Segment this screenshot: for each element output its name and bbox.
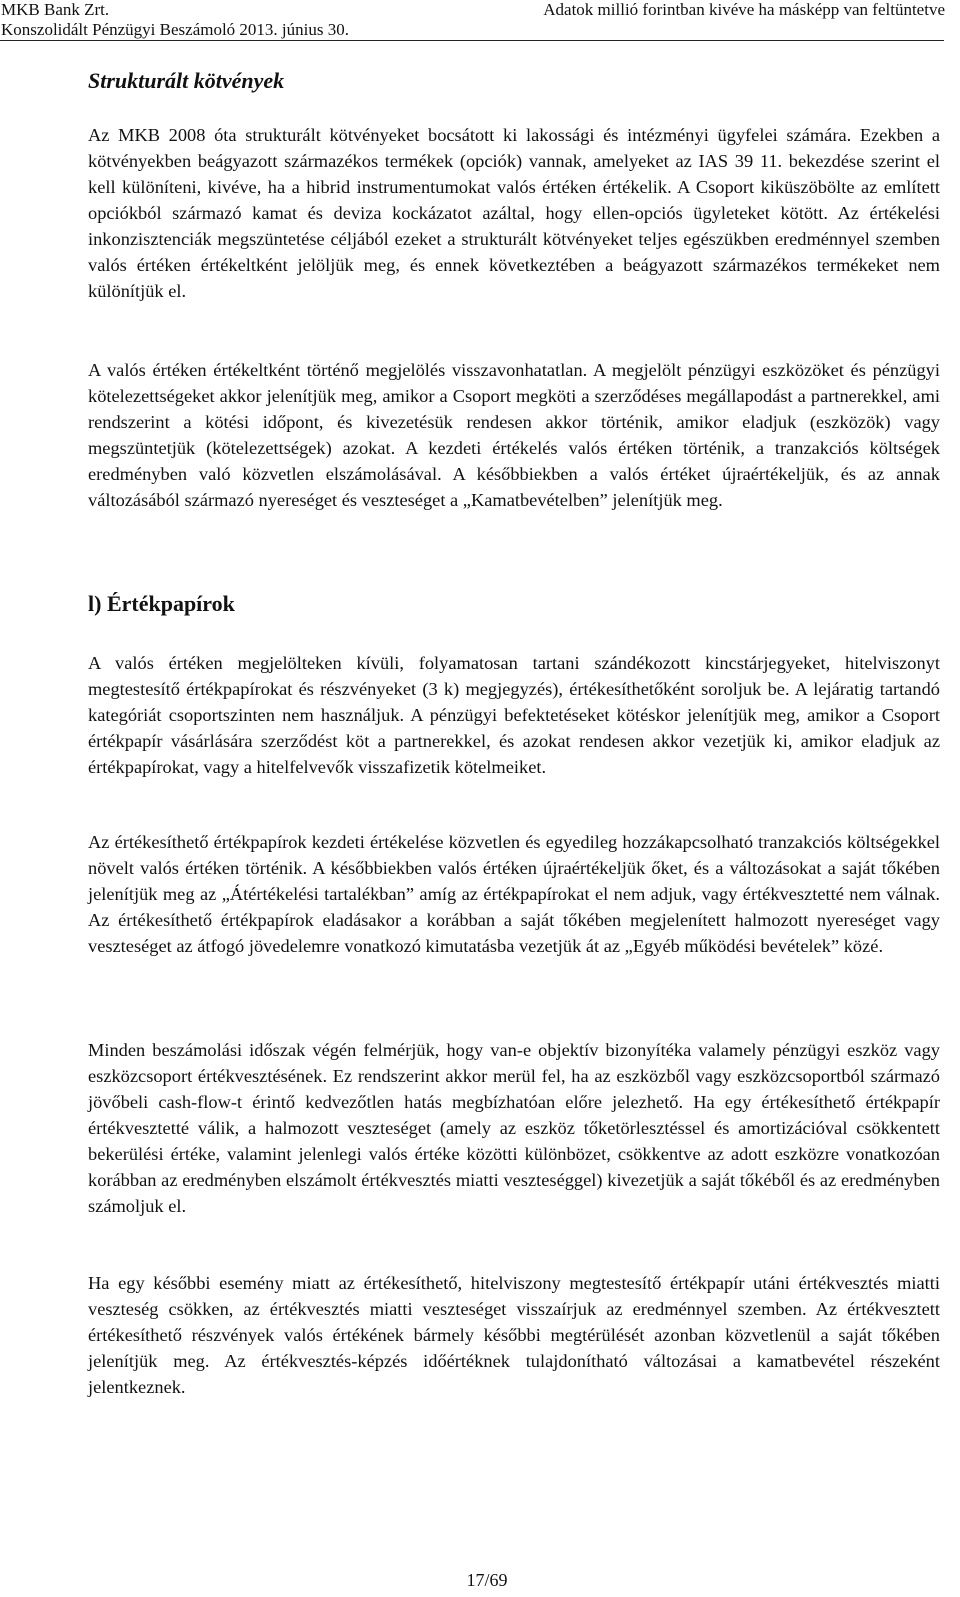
paragraph-securities-3: Minden beszámolási időszak végén felmérjük, hogy van-e objektív bizonyítéka valamely pénzügyi eszköz vagy eszközcsoport értékvesztésének. Ez rendszerint akkor merül fel, ha az eszközből vagy eszközcsoportból származó jövőbeli cash-flow-t érintő kedvezőtlen hatás megbízhatóan előre jelezhető. Ha egy értékesíthető értékpapír értékvesztetté válik, a halmozott veszteséget (amely az eszköz tőketörlesztéssel és amortizációval csökkentett bekerülési értéke, valamint jelenlegi valós értéke közötti különbözet, csökkentve az adott eszközre vonatkozóan korábban az eredményben elszámolt értékvesztés miatti veszteséggel) kivezetjük a saját tőkéből és az eredményben számoljuk el. (88, 1040, 940, 1216)
header-left (1, 0, 349, 40)
report-title: Konszolidált Pénzügyi Beszámoló 2013. június 30. (1, 20, 349, 39)
company-name: MKB Bank Zrt. (1, 0, 110, 19)
paragraph-securities-1: A valós értéken megjelölteken kívüli, folyamatosan tartani szándékozott kincstárjegyeket, hitelviszonyt megtestesítő értékpapírokat és részvényeket (3 k) megjegyzés), értékesíthetőként soroljuk be. A lejáratig tartandó kategóriát csoportszinten nem használjuk. A pénzügyi befektetéseket kötéskor jelenítjük meg, amikor a Csoport értékpapír vásárlására szerződést köt a partnerekkel, és azokat rendesen akkor vezetjük ki, amikor eladjuk az értékpapírokat, vagy a hitelfelvevők visszafizetik kötelmeiket. (88, 653, 940, 777)
page-number: 17/69 (466, 1570, 508, 1590)
paragraph-structured-bonds-2: A valós értéken értékeltként történő megjelölés visszavonhatatlan. A megjelölt pénzügyi eszközöket és pénzügyi kötelezettségeket akkor jelenítjük meg, amikor a Csoport megköti a szerződéses megállapodást a partnerekkel, ami rendszerint a kötési időpont, és kivezetésük rendesen akkor történik, amikor eladjuk (eszközök) vagy megszüntetjük (kötelezettségek) azokat. A kezdeti értékelés valós értéken történik, a tranzakciós költségek eredményben való közvetlen elszámolásával. A későbbiekben a valós értéket újraértékeljük, és az annak változásából származó nyereséget és veszteséget a „Kamatbevételben” jelenítjük meg. (88, 360, 940, 510)
paragraph-structured-bonds-1: Az MKB 2008 óta strukturált kötvényeket bocsátott ki lakossági és intézményi ügyfelei számára. Ezekben a kötvényekben beágyazott származékos termékek (opciók) vannak, amelyeket az IAS 39 11. bekezdése szerint el kell különíteni, kivéve, ha a hibrid instrumentumokat valós értéken értékelik. A Csoport kiküszöbölte az említett opciókból származó kamat és deviza kockázatot azáltal, hogy ellen-opciós ügyleteket kötött. Az értékelési inkonzisztenciák megszüntetése céljából ezeket a strukturált kötvényeket teljes egészükben eredménnyel szemben valós értéken értékeltként jelöljük meg, és ennek következtében a beágyazott származékos termékeket nem különítjük el. (88, 125, 940, 301)
header-divider (0, 40, 944, 41)
page-header (0, 0, 960, 40)
subsection-heading: l) Értékpapírok (88, 591, 235, 616)
header-note: Adatok millió forintban kivéve ha másképp van feltüntetve (543, 0, 945, 19)
paragraph-securities-4: Ha egy későbbi esemény miatt az értékesíthető, hitelviszony megtestesítő értékpapír utáni értékvesztés miatti veszteség csökken, az értékvesztés miatti veszteséget visszaírjuk az eredménnyel szemben. Az értékvesztett értékesíthető részvények valós értékének bármely későbbi megtérülését azonban közvetlenül a saját tőkében jelenítjük meg. Az értékvesztés-képzés időértéknek tulajdonítható változásai a kamatbevétel részeként jelentkeznek. (88, 1273, 940, 1397)
section-title: Strukturált kötvények (88, 68, 285, 93)
paragraph-securities-2: Az értékesíthető értékpapírok kezdeti értékelése közvetlen és egyedileg hozzákapcsolható tranzakciós költségekkel növelt valós értéken történik. A későbbiekben valós értéken újraértékeljük őket, és a változásokat a saját tőkében jelenítjük meg az „Átértékelési tartalékban” amíg az értékpapírokat el nem adjuk, vagy értékvesztetté nem válnak. Az értékesíthető értékpapírok eladásakor a korábban a saját tőkében megjelenített halmozott nyereséget vagy veszteséget az átfogó jövedelemre vonatkozó kimutatásba vezetjük át az „Egyéb működési bevételek” közé. (88, 832, 940, 956)
